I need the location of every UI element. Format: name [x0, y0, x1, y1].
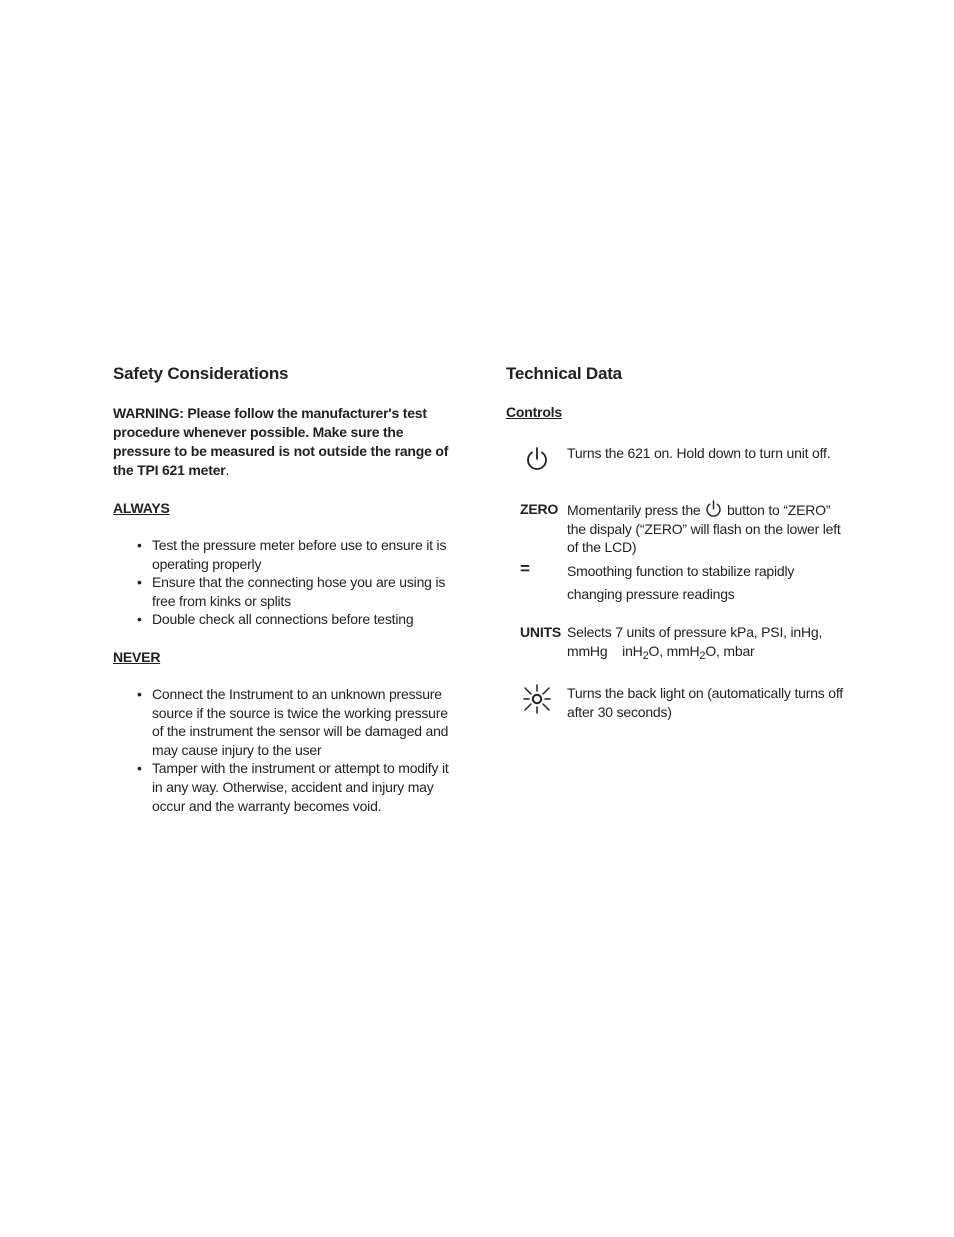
smoothing-description: Smoothing function to stabilize rapidly changing pressure readings: [567, 563, 795, 602]
units-text-a: mmHg inH: [567, 642, 643, 659]
zero-key: ZERO: [520, 501, 559, 517]
units-text-b: O, mmH: [648, 642, 700, 659]
list-item: • Ensure that the connecting hose you are using is free from kinks or splits: [137, 573, 453, 610]
always-list: [113, 536, 453, 629]
safety-section: [113, 362, 453, 815]
always-heading: ALWAYS: [113, 500, 170, 516]
never-list: [113, 685, 453, 815]
units-line-2: [567, 642, 847, 661]
units-text-c: O, mbar: [705, 642, 755, 659]
units-key: UNITS: [520, 624, 562, 640]
technical-section: [506, 362, 851, 720]
never-heading: NEVER: [113, 648, 161, 665]
safety-title: Safety Considerations: [113, 364, 289, 383]
units-description: [567, 623, 847, 660]
units-line-1: Selects 7 units of pressure kPa, PSI, inHg,: [567, 624, 823, 640]
technical-title: Technical Data: [506, 364, 622, 383]
units-sub-a: 2: [642, 649, 649, 662]
zero-description: [567, 500, 847, 557]
warning-period: .: [225, 462, 230, 478]
warning-paragraph: [113, 404, 453, 480]
list-item: • Test the pressure meter before use to ensure it is operating properly: [137, 536, 453, 573]
backlight-description: Turns the back light on (automatically turns off after 30 seconds): [567, 685, 843, 720]
controls-heading: Controls: [506, 404, 562, 420]
power-description: Turns the 621 on. Hold down to turn unit off.: [567, 445, 831, 461]
warning-text: WARNING: Please follow the manufacturer's test procedure whenever possible. Make sure the pressure to be measured is not outside the range of the TPI 621 meter: [113, 405, 449, 478]
zero-desc-after: button to “ZERO” the dispaly (“ZERO” will flash on the lower left of the LCD): [567, 502, 841, 556]
zero-desc-before: Momentarily press the: [567, 502, 701, 518]
power-icon: [704, 500, 723, 518]
list-item: • Connect the Instrument to an unknown pressure source if the source is twice the working pressure of the instrument the sensor will be damaged and may cause injury to the user: [137, 685, 453, 759]
list-item: • Double check all connections before testing: [137, 610, 453, 629]
smoothing-key: =: [520, 559, 530, 578]
list-item: • Tamper with the instrument or attempt to modify it in any way. Otherwise, accident and injury may occur and the warranty becomes void.: [137, 759, 453, 815]
units-sub-b: 2: [699, 649, 706, 662]
